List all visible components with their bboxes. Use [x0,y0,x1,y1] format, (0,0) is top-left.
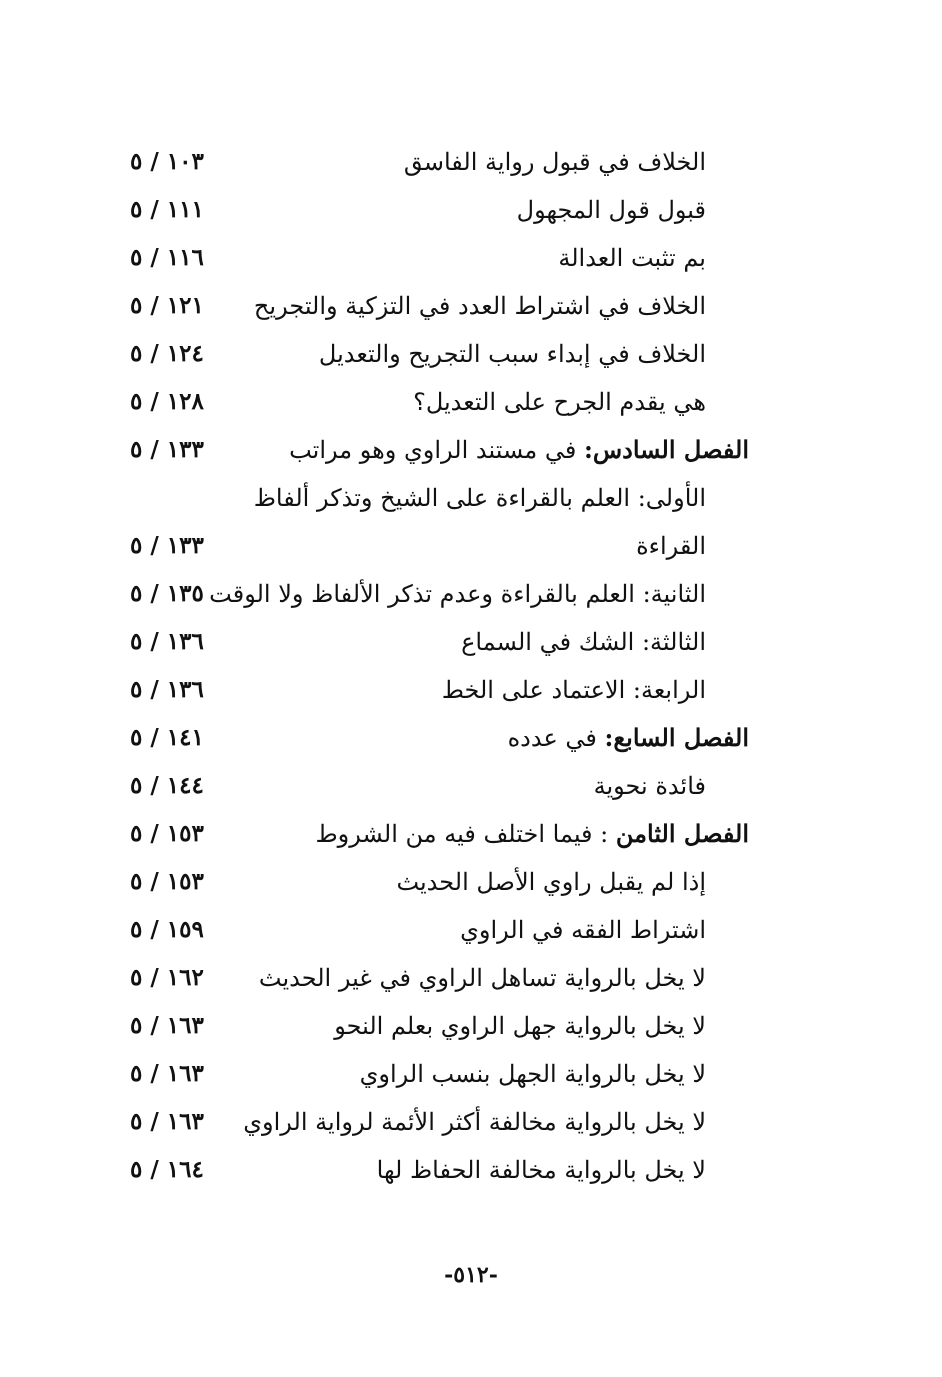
toc-page-reference: ١٤٤ / ٥ [130,772,204,799]
toc-page-reference: ١٥٣ / ٥ [130,868,204,895]
chapter-lead: الفصل السادس: [583,435,749,464]
toc-chapter-heading [0,810,942,858]
toc-entry [0,906,942,954]
toc-page-reference: ١٣٦ / ٥ [130,676,204,703]
toc-entry [0,186,942,234]
toc-entry-title: الثانية: العلم بالقراءة وعدم تذكر الألفاظ ولا الوقت [209,580,706,608]
toc-entry-title: لا يخل بالرواية جهل الراوي بعلم النحو [334,1012,706,1040]
toc-entry [0,138,942,186]
toc-chapter-title [289,432,749,468]
toc-entry-title: القراءة [636,532,706,560]
toc-entry [0,234,942,282]
toc-page-reference: ١٥٣ / ٥ [130,820,204,847]
chapter-lead: الفصل السابع: [604,723,749,752]
page-number: -٥١٢- [444,1262,498,1288]
toc-page-reference: ١٦٣ / ٥ [130,1108,204,1135]
toc-entry-title: لا يخل بالرواية مخالفة أكثر الأئمة لرواية الراوي [243,1108,706,1136]
toc-entry-title: اشتراط الفقه في الراوي [460,916,706,944]
toc-entry [0,1098,942,1146]
toc-entry [0,378,942,426]
toc-entry-title: بم تثبت العدالة [558,244,706,272]
toc-page-reference: ١٢١ / ٥ [130,292,204,319]
toc-page-reference: ١١٦ / ٥ [130,244,204,271]
toc-page-reference: ١٦٢ / ٥ [130,964,204,991]
toc-chapter-title [508,720,749,756]
toc-page-reference: ١٣٣ / ٥ [130,532,204,559]
toc-entry [0,618,942,666]
toc-entry [0,1002,942,1050]
toc-entry [0,570,942,618]
toc-entry-title: الخلاف في إبداء سبب التجريح والتعديل [318,340,706,368]
toc-entry-title: لا يخل بالرواية مخالفة الحفاظ لها [376,1156,706,1184]
chapter-subject: : فيما اختلف فيه من الشروط [315,820,616,848]
toc-entry-title: قبول قول المجهول [516,196,706,224]
toc-entry [0,762,942,810]
toc-entry-title: الثالثة: الشك في السماع [461,628,706,656]
toc-entry [0,954,942,1002]
toc-entry-title: هي يقدم الجرح على التعديل؟ [413,388,706,416]
toc-entry [0,330,942,378]
toc-page-reference: ١٠٣ / ٥ [130,148,204,175]
table-of-contents [0,138,942,1194]
toc-chapter-heading [0,714,942,762]
toc-entry-title: إذا لم يقبل راوي الأصل الحديث [396,868,706,896]
toc-chapter-title [315,816,749,852]
toc-entry-title: الرابعة: الاعتماد على الخط [441,676,706,704]
toc-entry [0,282,942,330]
toc-page-reference: ١٢٨ / ٥ [130,388,204,415]
toc-entry [0,474,942,522]
toc-entry [0,858,942,906]
toc-entry-title: فائدة نحوية [593,772,706,800]
toc-entry-title: الأولى: العلم بالقراءة على الشيخ وتذكر ألفاظ [253,484,706,512]
chapter-subject: في مستند الراوي وهو مراتب [289,436,584,464]
toc-page-reference: ١٦٤ / ٥ [130,1156,204,1183]
toc-page-reference: ١٣٦ / ٥ [130,628,204,655]
toc-entry-title: الخلاف في اشتراط العدد في التزكية والتجريح [253,292,706,320]
toc-page-reference: ١٣٥ / ٥ [130,580,204,607]
toc-entry-title: الخلاف في قبول رواية الفاسق [403,148,706,176]
toc-entry [0,522,942,570]
toc-entry [0,1050,942,1098]
toc-entry-title: لا يخل بالرواية الجهل بنسب الراوي [359,1060,706,1088]
toc-page-reference: ١٢٤ / ٥ [130,340,204,367]
toc-entry [0,1146,942,1194]
toc-page-reference: ١٤١ / ٥ [130,724,204,751]
toc-chapter-heading [0,426,942,474]
toc-page-reference: ١٦٣ / ٥ [130,1012,204,1039]
toc-entry [0,666,942,714]
chapter-subject: في عدده [507,724,605,752]
toc-page-reference: ١٦٣ / ٥ [130,1060,204,1087]
chapter-lead: الفصل الثامن [615,819,749,848]
toc-entry-title: لا يخل بالرواية تساهل الراوي في غير الحديث [258,964,706,992]
toc-page-reference: ١٣٣ / ٥ [130,436,204,463]
toc-page-reference: ١١١ / ٥ [130,196,204,223]
toc-page-reference: ١٥٩ / ٥ [130,916,204,943]
